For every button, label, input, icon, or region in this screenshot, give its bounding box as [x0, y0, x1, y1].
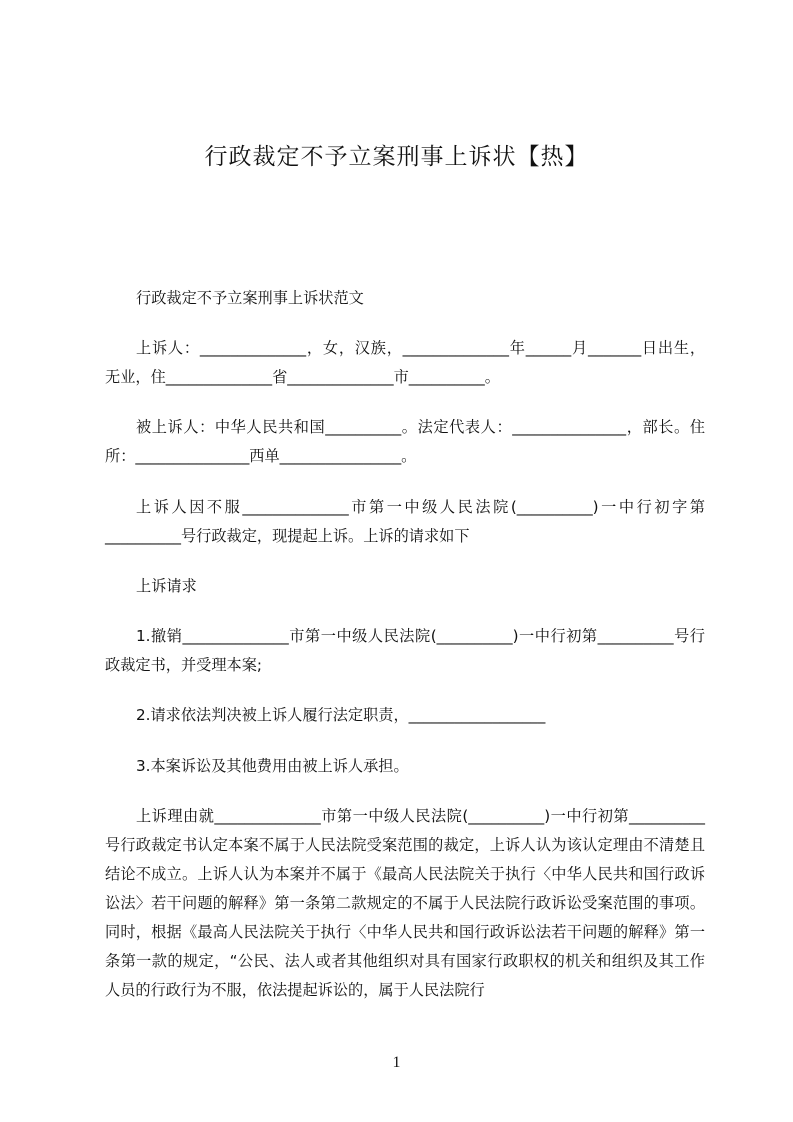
appeal-reasons-paragraph: 上诉理由就______________市第一中级人民法院(__________)一中行初第__________号行政裁定书认定本案不属于人民法院受案范围的裁定，上诉人认为该认定理由不清楚且结论不成立。上诉人认为本案并不属于《最高人民法院关于执行〈中华人民共和国行政诉讼法〉若干问题的解释》第一条第二款规定的不属于人民法院行政诉讼受案范围的事项。同时，根据《最高人民法院关于执行〈中华人民共和国行政诉讼法若干问题的解释》第一条第一款的规定，“公民、法人或者其他组织对具有国家行政职权的机关和组织及其工作人员的行政行为不服，依法提起诉讼的，属于人民法院行 — [105, 807, 705, 999]
page-number: 1 — [392, 1054, 401, 1071]
request-item-2: 2.请求依法判决被上诉人履行法定职责，__________________ — [136, 706, 546, 724]
appeal-intro-paragraph: 上诉人因不服______________市第一中级人民法院(__________)一中行初字第__________号行政裁定，现提起上诉。上诉的请求如下 — [105, 498, 705, 545]
respondent-info-paragraph: 被上诉人：中华人民共和国__________。法定代表人：_______________，部长。住所：_______________西单________________。 — [105, 418, 705, 465]
document-title: 行政裁定不予立案刑事上诉状【热】 — [204, 144, 589, 170]
request-item-1: 1.撤销______________市第一中级人民法院(__________)一中行初第__________号行政裁定书，并受理本案; — [105, 627, 705, 674]
appeal-requests-heading: 上诉请求 — [136, 577, 197, 595]
appellant-info-paragraph: 上诉人：______________，女，汉族，______________年______月_______日出生，无业，住______________省______________市__________。 — [105, 339, 705, 386]
request-item-3: 3.本案诉讼及其他费用由被上诉人承担。 — [136, 757, 409, 775]
subtitle-paragraph: 行政裁定不予立案刑事上诉状范文 — [136, 289, 364, 307]
document-body — [105, 284, 705, 1005]
